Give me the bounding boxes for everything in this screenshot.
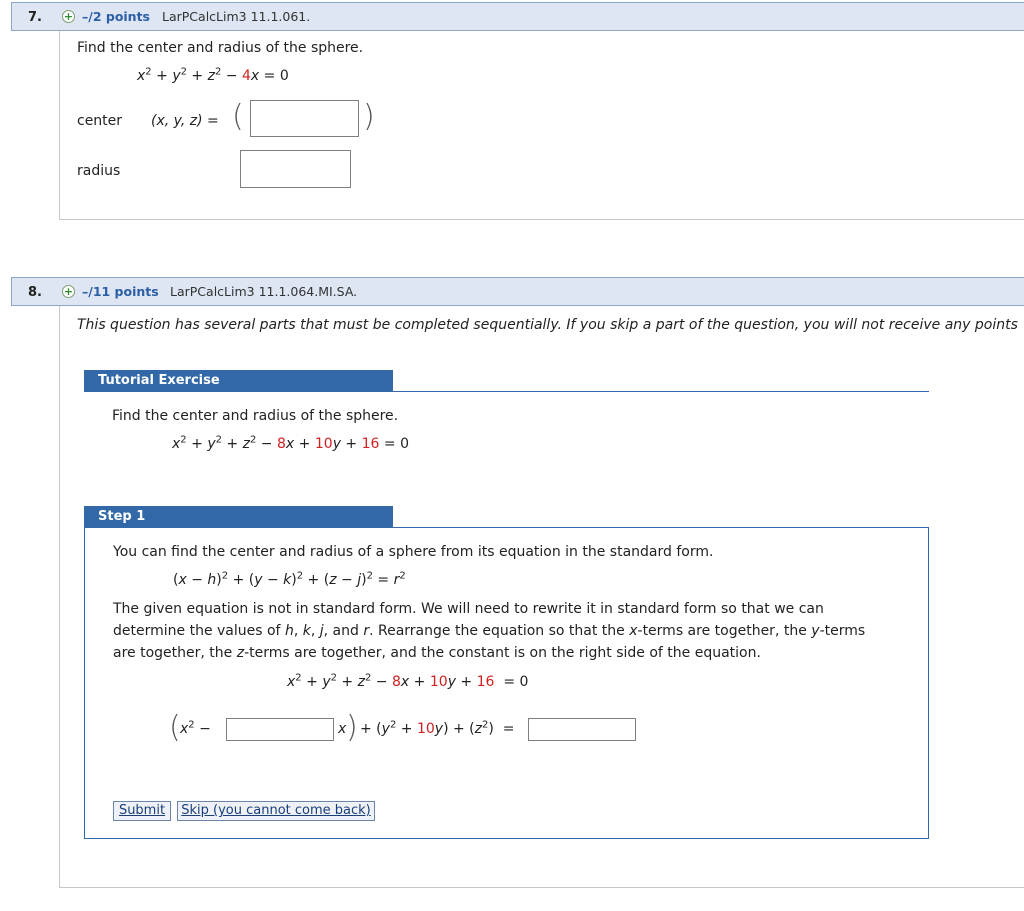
center-input[interactable] [250,100,359,137]
step-equation: $x^2 + y^2 + z^2 - 8x + 10y + 16 = 0$ [287,672,529,690]
question-8-header [11,277,1024,306]
skip-button[interactable]: Skip (you cannot come back) [177,801,375,821]
question-prompt: Find the center and radius of the sphere. [77,40,364,56]
tutorial-divider [84,391,929,392]
expand-plus-icon[interactable]: + [63,10,74,23]
left-paren: ( [169,710,181,745]
center-expression: (x, y, z) = [151,113,219,129]
radius-input[interactable] [240,150,351,188]
grouped-terms: + $(y^2 + 10y) + (z^2)$ = [360,719,515,737]
tutorial-equation: $x^2 + y^2 + z^2 - 8x + 10y + 16 = 0$ [172,434,409,452]
step-paragraph-line-1: The given equation is not in standard form. We will need to rewrite it in standard form so that we can [113,601,824,617]
left-paren: ( [232,99,244,134]
question-7-body [59,31,1024,220]
points-label: –/11 points [82,284,159,299]
question-8-body [59,306,1024,888]
points-label: –/2 points [82,9,150,24]
sequential-notice: This question has several parts that must be completed sequentially. If you skip a part of the question, you will not receive any points [77,317,1018,333]
step-1-title: Step 1 [84,506,393,527]
radius-label: radius [77,163,121,179]
right-paren: ) [346,710,358,745]
x-variable: x [338,721,347,737]
source-label: LarPCalcLim3 11.1.061. [162,9,311,24]
constant-input[interactable] [528,718,636,741]
question-7-header [11,2,1024,31]
expand-plus-icon[interactable]: + [63,285,74,298]
x-squared-term: $x^2$ − [180,719,211,737]
x-coefficient-input[interactable] [226,718,334,741]
question-number: 7. [28,10,42,25]
center-label: center [77,113,123,129]
step-1-panel [84,527,929,839]
right-paren: ) [363,99,375,134]
tutorial-prompt: Find the center and radius of the sphere. [112,408,399,424]
step-paragraph-line-3: are together, the z-terms are together, and the constant is on the right side of the equation. [113,645,761,661]
question-number: 8. [28,285,42,300]
tutorial-exercise-title: Tutorial Exercise [84,370,393,391]
submit-button[interactable]: Submit [113,801,171,821]
standard-form-equation: $(x - h)^2 + (y - k)^2 + (z - j)^2 = r^2$ [173,570,406,588]
step-paragraph-line-2: determine the values of h, k, j, and r. Rearrange the equation so that the x-terms are together, the y-terms [113,623,866,639]
step-intro: You can find the center and radius of a sphere from its equation in the standard form. [113,544,714,560]
sphere-equation: $x^2 + y^2 + z^2 - 4x = 0$ [137,66,289,84]
source-label: LarPCalcLim3 11.1.064.MI.SA. [170,284,358,299]
